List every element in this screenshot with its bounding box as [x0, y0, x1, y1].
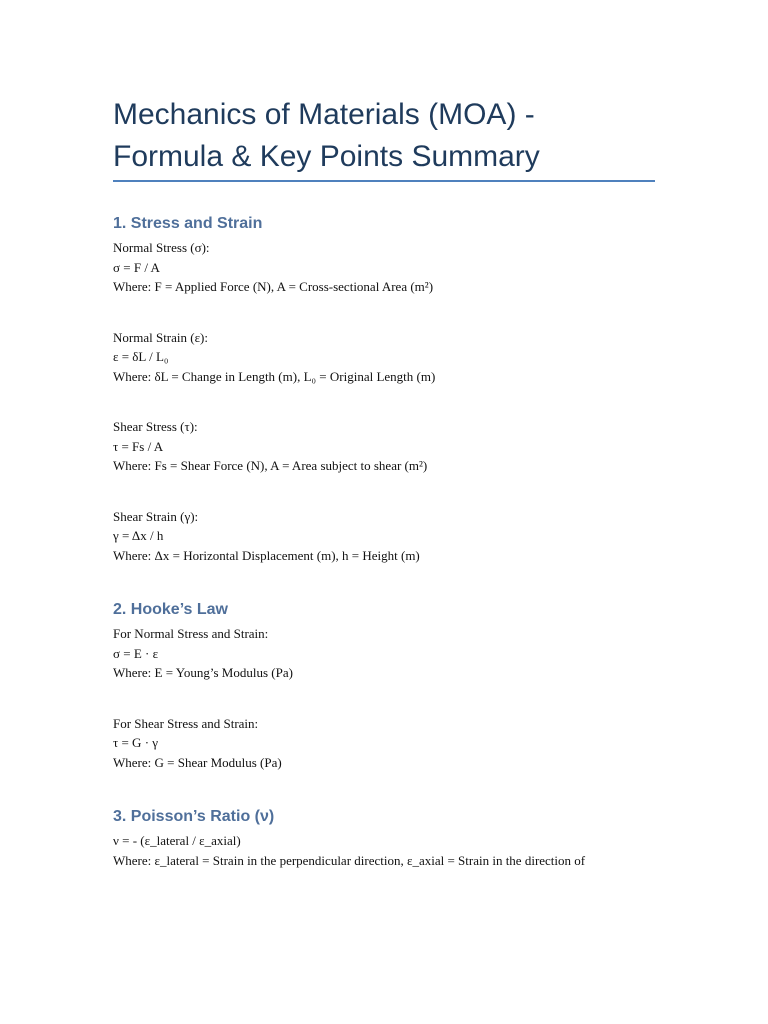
title-divider	[113, 180, 655, 182]
formula-label: Normal Stress (σ):	[113, 240, 210, 255]
formula-block-poisson	[113, 831, 673, 870]
formula-equation: ε = δL / L₀	[113, 349, 169, 364]
formula-where: Where: ε_lateral = Strain in the perpendicular direction, ε_axial = Strain in the direction of	[113, 852, 586, 868]
formula-equation: σ = F / A	[113, 259, 160, 275]
formula-label: Shear Stress (τ):	[113, 419, 198, 434]
formula-where: Where: Fs = Shear Force (N), A = Area subject to shear (m²)	[113, 458, 428, 473]
section-heading: 1. Stress and Strain	[113, 215, 263, 232]
formula-block-normal-strain	[113, 328, 673, 387]
section-hookes-law	[113, 596, 673, 772]
section-heading: 2. Hooke’s Law	[113, 601, 228, 618]
title-line-2: Formula & Key Points Summary	[113, 140, 540, 173]
formula-where: Where: G = Shear Modulus (Pa)	[113, 754, 282, 770]
formula-label: Normal Strain (ε):	[113, 329, 208, 345]
formula-label: For Normal Stress and Strain:	[113, 626, 269, 641]
formula-equation: ν = - (ε_lateral / ε_axial)	[113, 833, 241, 848]
section-poissons-ratio	[113, 803, 673, 870]
document-title	[113, 94, 673, 178]
formula-block-shear-stress	[113, 417, 673, 476]
formula-where: Where: Δx = Horizontal Displacement (m), h = Height (m)	[113, 547, 420, 563]
formula-where: Where: E = Young’s Modulus (Pa)	[113, 665, 293, 680]
section-heading: 3. Poisson’s Ratio (ν)	[113, 808, 275, 825]
formula-block-normal-hooke	[113, 624, 673, 683]
formula-equation: τ = Fs / A	[113, 438, 164, 454]
formula-label: Shear Strain (γ):	[113, 508, 199, 524]
title-line-1: Mechanics of Materials (MOA) -	[113, 98, 535, 131]
section-stress-strain	[113, 210, 673, 565]
formula-where: Where: δL = Change in Length (m), L₀ = Original Length (m)	[113, 368, 436, 384]
formula-equation: γ = Δx / h	[113, 528, 164, 543]
formula-equation: τ = G · γ	[113, 735, 159, 750]
formula-where: Where: F = Applied Force (N), A = Cross-sectional Area (m²)	[113, 279, 434, 294]
formula-block-shear-strain	[113, 507, 673, 566]
formula-label: For Shear Stress and Strain:	[113, 715, 259, 731]
formula-block-normal-stress	[113, 238, 673, 297]
document-body	[113, 210, 673, 901]
formula-block-shear-hooke	[113, 714, 673, 773]
formula-equation: σ = E · ε	[113, 645, 159, 661]
